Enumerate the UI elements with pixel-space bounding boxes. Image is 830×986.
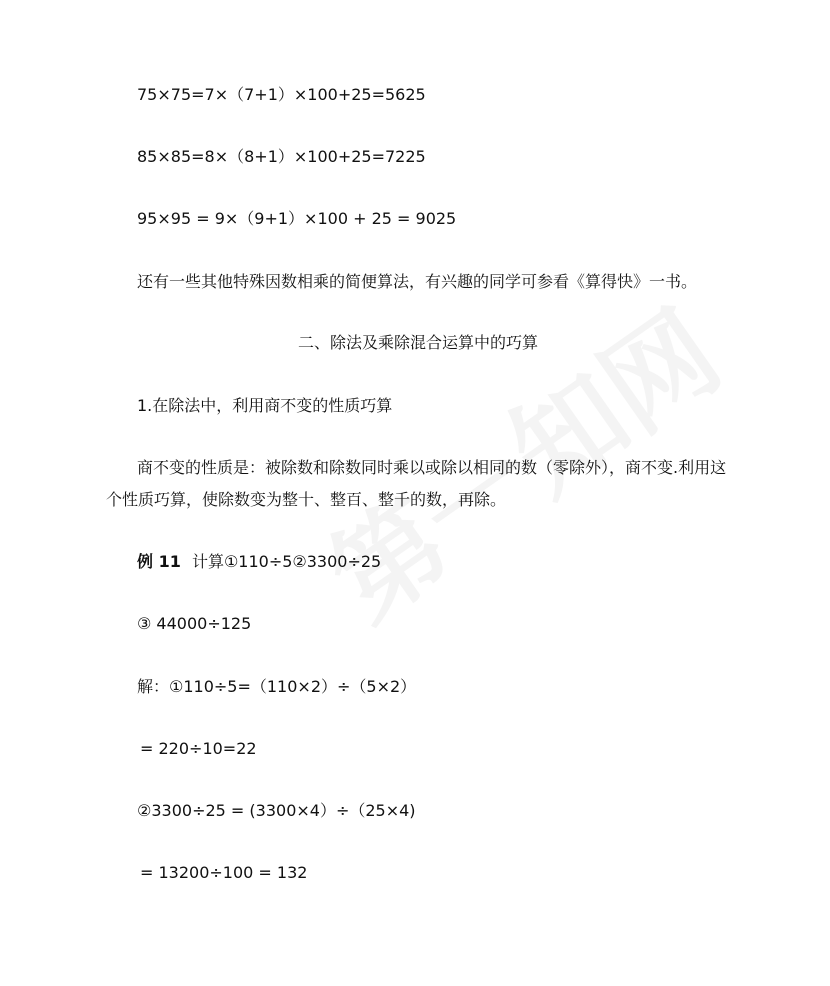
solution-line-2: = 220÷10=22 xyxy=(140,739,257,758)
note-paragraph: 还有一些其他特殊因数相乘的简便算法，有兴趣的同学可参看《算得快》一书。 xyxy=(137,272,698,291)
property-line-1: 商不变的性质是：被除数和除数同时乘以或除以相同的数（零除外），商不变.利用这 xyxy=(137,458,727,477)
section-title: 二、除法及乘除混合运算中的巧算 xyxy=(298,333,539,352)
property-line-2: 个性质巧算，使除数变为整十、整百、整千的数，再除。 xyxy=(106,490,507,509)
equation-95: 95×95 = 9×（9+1）×100 + 25 = 9025 xyxy=(137,209,457,228)
solution-line-3: ②3300÷25 = (3300×4）÷（25×4) xyxy=(137,801,416,820)
example-label: 例 11 xyxy=(137,552,181,571)
example-problem: 计算①110÷5②3300÷25 xyxy=(191,552,382,571)
solution-line-4: = 13200÷100 = 132 xyxy=(140,863,308,882)
equation-75: 75×75=7×（7+1）×100+25=5625 xyxy=(137,85,426,104)
subsection-title: 1.在除法中，利用商不变的性质巧算 xyxy=(137,396,393,415)
solution-line-1: 解：①110÷5=（110×2）÷（5×2） xyxy=(137,677,417,696)
example-line xyxy=(137,552,381,572)
equation-85: 85×85=8×（8+1）×100+25=7225 xyxy=(137,147,426,166)
example-problem-3: ③ 44000÷125 xyxy=(137,614,252,633)
